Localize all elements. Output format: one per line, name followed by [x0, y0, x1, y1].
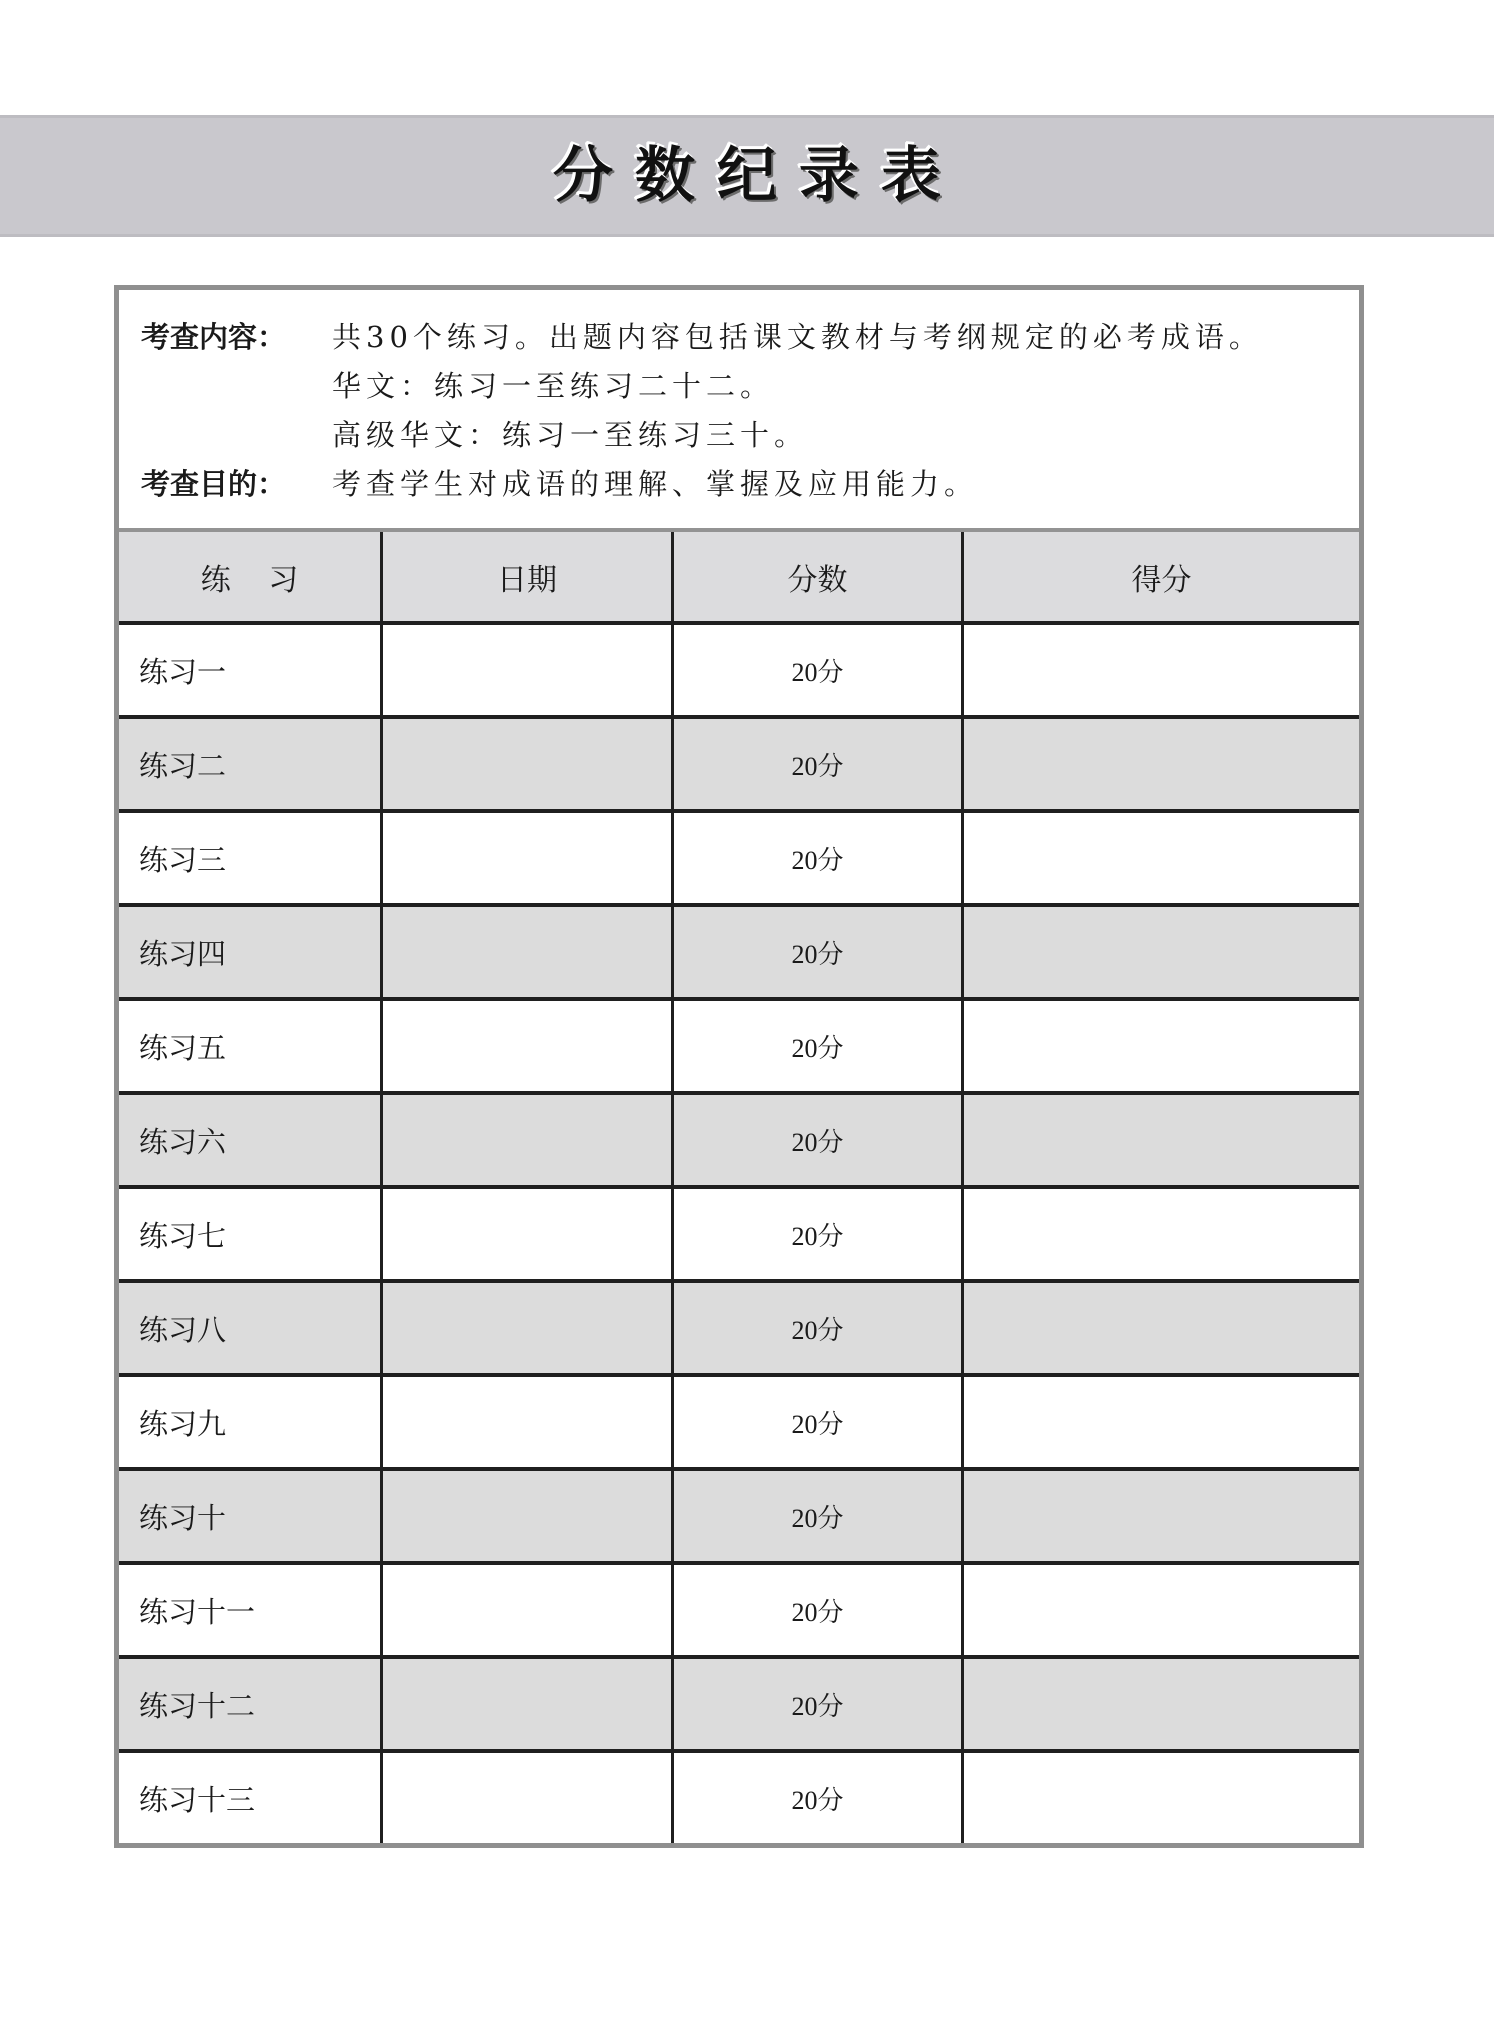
table-row	[119, 1283, 1359, 1377]
table-row	[119, 719, 1359, 813]
score-cell[interactable]	[964, 1095, 1359, 1185]
score-record-sheet	[114, 285, 1364, 1848]
score-cell[interactable]	[964, 1377, 1359, 1467]
exercise-cell: 练习十	[119, 1471, 383, 1561]
score-cell[interactable]	[964, 813, 1359, 903]
header-score: 得分	[1131, 562, 1192, 598]
date-cell[interactable]	[383, 813, 674, 903]
max-score-cell: 20分	[674, 1001, 964, 1091]
exercise-cell: 练习七	[119, 1189, 383, 1279]
content-line-2	[141, 361, 774, 411]
header-date: 日期	[383, 532, 674, 621]
table-row	[119, 1189, 1359, 1283]
date-cell[interactable]	[383, 1283, 674, 1373]
max-score-cell: 20分	[674, 625, 964, 715]
table-row	[119, 1377, 1359, 1471]
table-row	[119, 1659, 1359, 1753]
exercise-cell: 练习八	[119, 1283, 383, 1373]
table-row	[119, 625, 1359, 719]
max-score-cell: 20分	[674, 1471, 964, 1561]
content-line-1	[141, 312, 1263, 362]
max-score-cell: 20分	[674, 907, 964, 997]
max-score-cell: 20分	[674, 719, 964, 809]
table-row	[119, 1565, 1359, 1659]
exercise-cell: 练习六	[119, 1095, 383, 1185]
table-row	[119, 1471, 1359, 1565]
max-score-cell: 20分	[674, 1659, 964, 1749]
score-cell[interactable]	[964, 1283, 1359, 1373]
table-row	[119, 1753, 1359, 1843]
table-header-row	[119, 532, 1359, 625]
content-text-3: 高级华文：练习一至练习三十。	[332, 418, 809, 452]
date-cell[interactable]	[383, 907, 674, 997]
exercise-cell: 练习三	[119, 813, 383, 903]
date-cell[interactable]	[383, 719, 674, 809]
purpose-line	[141, 459, 978, 509]
title-banner	[0, 115, 1494, 237]
table-row	[119, 813, 1359, 907]
exercise-cell: 练习四	[119, 907, 383, 997]
exercise-cell: 练习十二	[119, 1659, 383, 1749]
purpose-label: 考查目的：	[141, 467, 287, 501]
max-score-cell: 20分	[674, 1189, 964, 1279]
info-section	[119, 290, 1359, 528]
exercise-cell: 练习二	[119, 719, 383, 809]
date-cell[interactable]	[383, 1659, 674, 1749]
max-score-cell: 20分	[674, 1753, 964, 1843]
date-cell[interactable]	[383, 1377, 674, 1467]
exercise-cell: 练习五	[119, 1001, 383, 1091]
score-cell[interactable]	[964, 1565, 1359, 1655]
max-score-cell: 20分	[674, 1283, 964, 1373]
table-row	[119, 1001, 1359, 1095]
content-text-2: 华文：练习一至练习二十二。	[332, 369, 775, 403]
date-cell[interactable]	[383, 1095, 674, 1185]
date-cell[interactable]	[383, 1001, 674, 1091]
exercise-cell: 练习十三	[119, 1753, 383, 1843]
score-cell[interactable]	[964, 719, 1359, 809]
max-score-cell: 20分	[674, 1565, 964, 1655]
date-cell[interactable]	[383, 1753, 674, 1843]
purpose-text: 考查学生对成语的理解、掌握及应用能力。	[332, 467, 979, 501]
date-cell[interactable]	[383, 1189, 674, 1279]
exercise-cell: 练习九	[119, 1377, 383, 1467]
page-title: 分数纪录表	[553, 141, 963, 211]
max-score-cell: 20分	[674, 1095, 964, 1185]
exercise-cell: 练习一	[119, 625, 383, 715]
date-cell[interactable]	[383, 625, 674, 715]
exercise-cell: 练习十一	[119, 1565, 383, 1655]
content-text-1: 共30个练习。出题内容包括课文教材与考纲规定的必考成语。	[332, 320, 1263, 354]
header-exercise: 练 习	[119, 532, 383, 621]
score-cell[interactable]	[964, 907, 1359, 997]
score-cell[interactable]	[964, 1659, 1359, 1749]
score-cell[interactable]	[964, 1189, 1359, 1279]
date-cell[interactable]	[383, 1565, 674, 1655]
content-label: 考查内容：	[141, 320, 287, 354]
max-score-cell: 20分	[674, 813, 964, 903]
table-row	[119, 1095, 1359, 1189]
score-cell[interactable]	[964, 625, 1359, 715]
score-cell[interactable]	[964, 1471, 1359, 1561]
score-cell[interactable]	[964, 1753, 1359, 1843]
content-line-3	[141, 410, 808, 460]
max-score-cell: 20分	[674, 1377, 964, 1467]
date-cell[interactable]	[383, 1471, 674, 1561]
table-row	[119, 907, 1359, 1001]
header-max-score: 分数	[674, 532, 964, 621]
score-cell[interactable]	[964, 1001, 1359, 1091]
score-table	[119, 532, 1359, 1843]
